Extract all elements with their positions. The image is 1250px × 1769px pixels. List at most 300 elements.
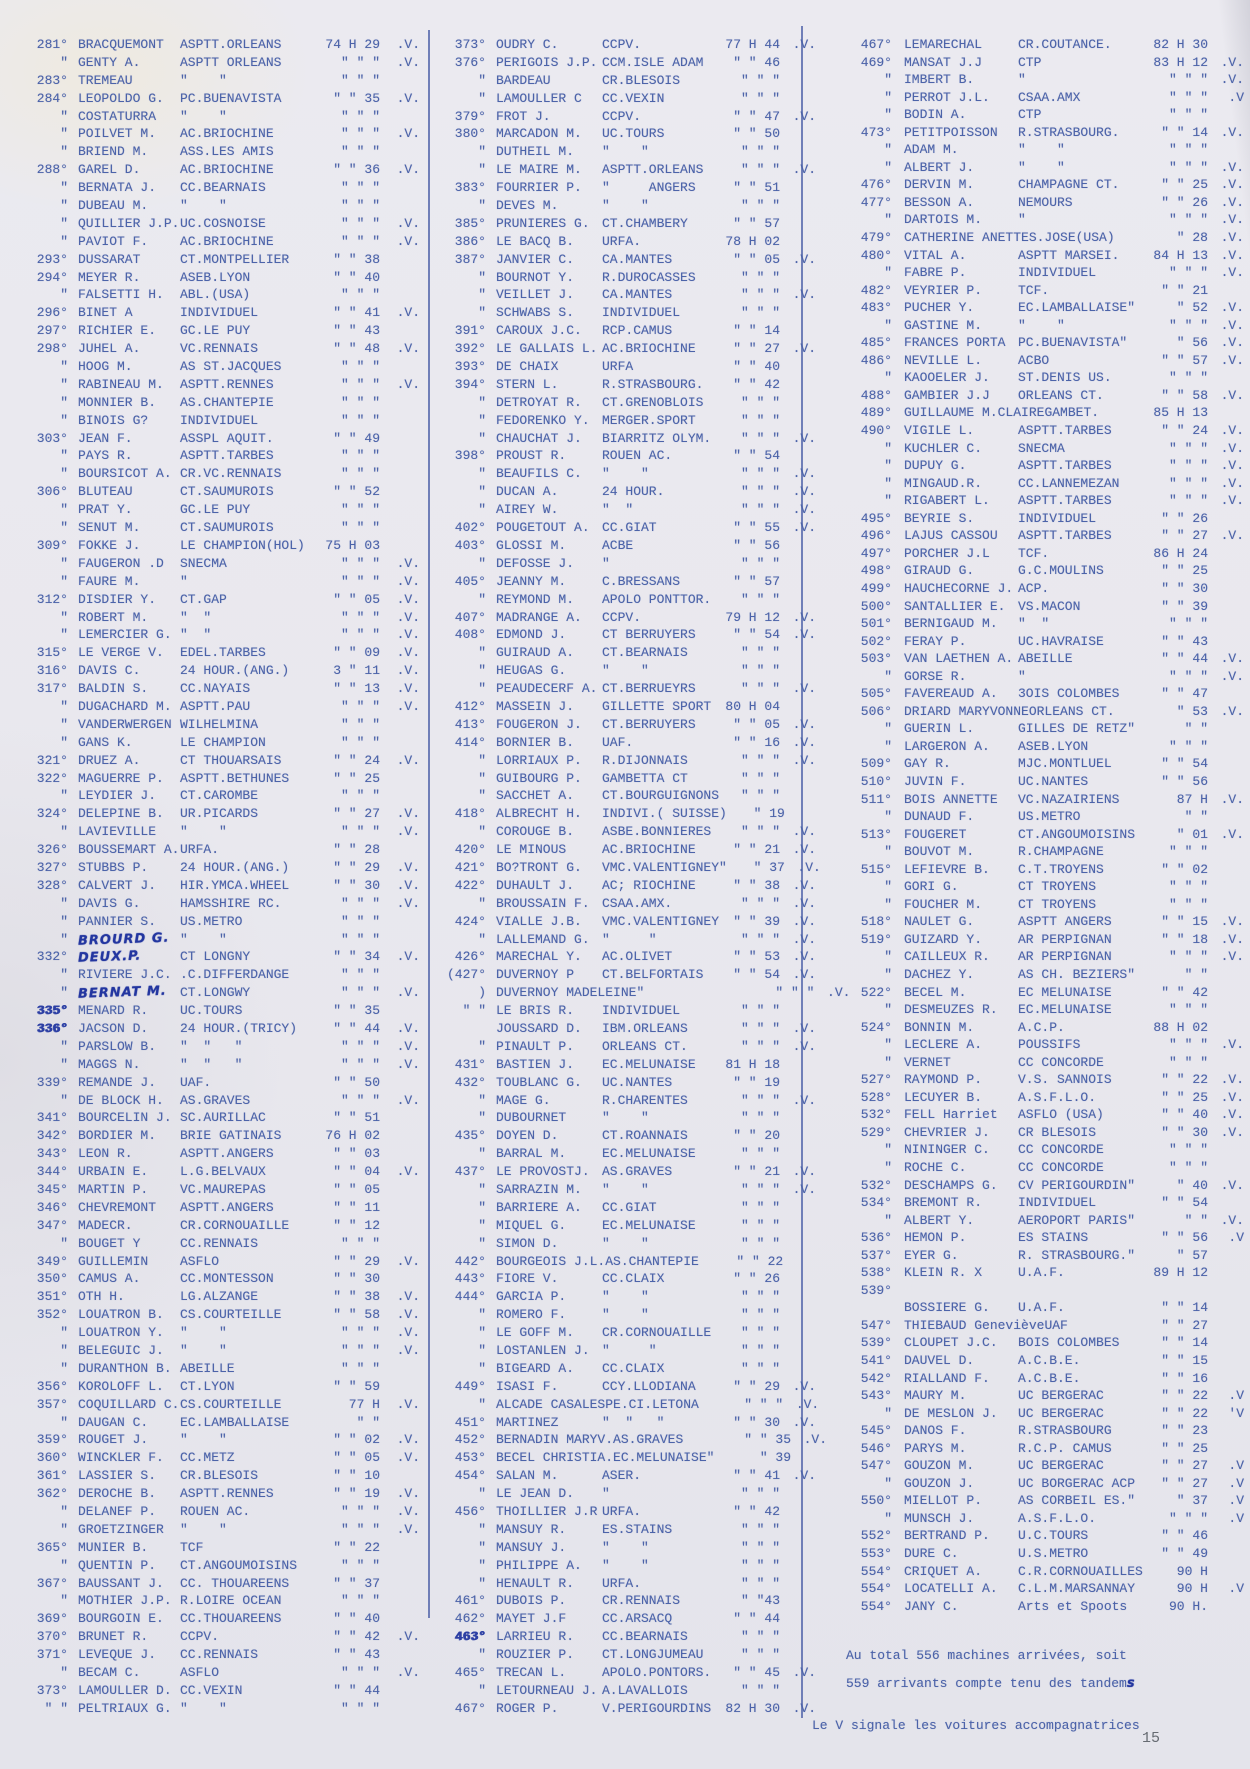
v-marker: .V. — [396, 1521, 420, 1537]
v-marker: .V. — [1220, 387, 1244, 403]
rider-time: " " 50 — [733, 126, 780, 142]
rider-pos: 476° — [860, 177, 892, 193]
rider-time: " " " — [740, 144, 780, 160]
rider-time: " " 16 — [1161, 1370, 1208, 1386]
rider-time: " " " — [1168, 265, 1208, 281]
rider-name: ALBERT Y. — [904, 1212, 975, 1228]
v-marker: .V. — [396, 698, 420, 714]
rider-club: VC.MAUREPAS — [180, 1182, 266, 1197]
rider-name: JACSON D. — [78, 1020, 149, 1036]
rider-name: GORI G. — [904, 879, 959, 895]
v-marker: .V. — [792, 520, 816, 536]
rider-club: CT.CAROMBE — [180, 788, 259, 804]
rider-name: GOUZON J. — [904, 1475, 975, 1491]
rider-club: " " — [1018, 317, 1065, 333]
rider-pos: 336° — [36, 1020, 68, 1036]
rider-club: INDIVIDUEL — [180, 412, 259, 428]
v-marker: .V. — [792, 1468, 816, 1484]
result-row — [440, 412, 798, 430]
rider-time: " " " — [740, 895, 780, 911]
result-row — [16, 966, 420, 984]
v-marker: .V. — [792, 734, 816, 750]
rider-time: " " " — [740, 1360, 780, 1376]
rider-name: REMANDE J. — [78, 1074, 157, 1090]
rider-time: " " " — [1168, 370, 1208, 386]
result-row — [440, 1020, 816, 1038]
rider-pos: " — [60, 466, 68, 482]
result-row — [846, 404, 1244, 422]
v-marker: .V. — [396, 376, 420, 392]
rider-name: LE MINOUS — [496, 842, 567, 858]
rider-club: UC BERGERAC — [1018, 1405, 1104, 1421]
rider-time: 83 H 12 — [1153, 54, 1208, 70]
v-marker: .V. — [1220, 703, 1244, 719]
result-row — [846, 282, 1244, 300]
v-marker: .V. — [396, 1396, 420, 1412]
result-row — [440, 72, 798, 90]
rider-pos: 431° — [454, 1056, 486, 1072]
v-marker: .V. — [792, 502, 816, 518]
rider-time: " " 16 — [733, 734, 780, 750]
result-row — [16, 1074, 420, 1092]
result-row — [846, 36, 1244, 54]
rider-pos: 553° — [860, 1546, 892, 1562]
rider-pos: 379° — [454, 108, 486, 124]
rider-pos: 503° — [860, 651, 892, 667]
rider-club: CSAA.AMX. — [602, 895, 673, 911]
rider-pos: 350° — [36, 1271, 68, 1287]
rider-time: " " 25 — [1161, 1440, 1208, 1456]
rider-club: ASPTT.TARBES — [1018, 423, 1112, 439]
rider-club: CT.CHAMBERY — [602, 215, 688, 231]
rider-time: " " 24 — [1161, 423, 1208, 439]
rider-pos: " — [60, 573, 68, 589]
rider-time: 89 H 12 — [1153, 1265, 1208, 1281]
rider-time: " " 51 — [733, 180, 780, 196]
rider-time: " " 22 — [1161, 1405, 1208, 1421]
rider-time: 75 H 03 — [325, 537, 380, 553]
rider-time: " " " — [340, 1343, 380, 1359]
rider-name: DUBEAU M. — [78, 198, 149, 214]
rider-pos: 452° — [454, 1432, 486, 1448]
result-row — [16, 1181, 420, 1199]
v-marker: .V. — [792, 162, 816, 178]
result-row — [440, 447, 798, 465]
rider-time: " " 29 — [333, 859, 380, 875]
rider-pos: 373° — [454, 37, 486, 52]
rider-name: QUILLIER J.P. — [78, 215, 180, 231]
rider-pos: " — [478, 394, 486, 410]
rider-time: " " " — [1168, 668, 1208, 684]
rider-club: " " — [602, 198, 649, 214]
rider-time: " " " — [740, 1003, 780, 1019]
result-row — [16, 1575, 420, 1593]
rider-name: PINAULT P. — [496, 1038, 575, 1054]
rider-pos: " — [884, 721, 892, 737]
rider-club: " " — [180, 1700, 227, 1716]
column-divider-1 — [428, 30, 430, 1618]
rider-club: ACBO — [1018, 352, 1050, 368]
v-marker: .V. — [797, 859, 821, 875]
v-marker: .V. — [1220, 72, 1244, 88]
rider-club: CT.BELFORTAIS — [602, 967, 704, 983]
rider-time: " " " — [340, 1038, 380, 1054]
rider-pos: 499° — [860, 580, 892, 596]
rider-time: " " " — [740, 1110, 780, 1126]
rider-time: " " 05 — [733, 716, 780, 732]
rider-club: INDIVIDUEL — [180, 305, 259, 321]
rider-pos: " — [60, 198, 68, 214]
rider-time: " " " — [340, 287, 380, 303]
result-row — [440, 966, 816, 984]
rider-pos: " — [478, 1539, 486, 1555]
rider-time: " " " — [1168, 879, 1208, 895]
rider-pos: 554° — [860, 1581, 892, 1597]
v-marker: .V. — [396, 824, 420, 840]
v-marker: 'V — [1228, 1405, 1244, 1421]
rider-name: BONNIN M. — [904, 1019, 975, 1035]
rider-pos: 509° — [860, 756, 892, 772]
v-marker: .V. — [396, 895, 420, 911]
rider-club: URFA. — [602, 1504, 642, 1520]
rider-pos: 502° — [860, 633, 892, 649]
v-marker: .V. — [1220, 931, 1244, 947]
result-row — [440, 394, 798, 412]
rider-pos: 281° — [36, 37, 68, 52]
rider-pos: " — [884, 159, 892, 175]
rider-club: CR.VC.RENNAIS — [180, 466, 282, 482]
rider-pos: " — [60, 126, 68, 142]
rider-club: PC.BUENAVISTA — [180, 90, 282, 106]
rider-time: " " " — [1168, 1002, 1208, 1018]
result-row — [440, 358, 798, 376]
rider-time: " " 43 — [1161, 633, 1208, 649]
v-marker: .V. — [396, 305, 420, 321]
rider-pos: 426° — [454, 949, 486, 965]
v-marker: .V. — [1220, 440, 1244, 456]
rider-name: CATHERINE ANETTE — [904, 230, 1029, 246]
rider-time: " " " — [740, 555, 780, 571]
rider-pos: " — [478, 72, 486, 88]
rider-pos: " — [478, 1360, 486, 1376]
rider-time: " " " — [740, 824, 780, 840]
rider-time: " " 57 — [733, 573, 780, 589]
rider-time: " " 24 — [333, 752, 380, 768]
rider-club: ASEB.LYON — [180, 269, 251, 285]
rider-pos: 394° — [454, 376, 486, 392]
rider-club: CTP — [1018, 54, 1042, 70]
rider-pos: " — [884, 142, 892, 158]
rider-club: CR BLESOIS — [1018, 1124, 1097, 1140]
rider-pos: " — [60, 144, 68, 160]
rider-time: " " " — [740, 1146, 780, 1162]
result-row — [846, 1352, 1244, 1370]
rider-name: DARTOIS M. — [904, 212, 983, 228]
rider-pos: " — [478, 502, 486, 518]
rider-name: VANDERWERGEN — [78, 716, 172, 732]
rider-name: VIGILE L. — [904, 423, 975, 439]
rider-club: " " — [602, 1343, 657, 1359]
rider-club: " " — [180, 1521, 227, 1537]
result-row — [440, 1628, 798, 1646]
v-marker: .V. — [792, 681, 816, 697]
rider-club: " " — [602, 466, 649, 482]
rider-name: PUCHER Y. — [904, 300, 975, 316]
rider-pos: 357° — [36, 1396, 68, 1412]
rider-club: ASPTT ANGERS — [1018, 914, 1112, 930]
rider-time: 90 H. — [1168, 1598, 1208, 1614]
rider-club: SC.AURILLAC — [180, 1110, 266, 1126]
rider-name: BOSSIERE G. — [904, 1300, 990, 1316]
rider-name: FOUGERON J. — [496, 716, 582, 732]
rider-pos: 538° — [860, 1265, 892, 1281]
rider-club: ABEILLE — [180, 1360, 235, 1376]
rider-club: ASPTT MARSEI. — [1018, 247, 1120, 263]
result-row — [16, 680, 420, 698]
rider-name: PARYS M. — [904, 1440, 967, 1456]
rider-club: C.T.TROYENS — [1018, 861, 1104, 877]
rider-club: CCPV. — [180, 1629, 220, 1645]
rider-name: LE VERGE V. — [78, 645, 164, 661]
rider-name: CHEVREMONT — [78, 1199, 157, 1215]
rider-name: BEAUFILS C. — [496, 466, 582, 482]
result-row — [440, 841, 816, 859]
rider-pos: " — [60, 913, 68, 929]
result-row — [16, 805, 420, 823]
rider-time: " " " — [740, 1038, 780, 1054]
result-row — [846, 387, 1244, 405]
rider-club: CC.VEXIN — [602, 90, 665, 106]
rider-name: BOIS ANNETTE — [904, 791, 998, 807]
rider-time: " " " — [340, 913, 380, 929]
result-row — [846, 896, 1244, 914]
result-row — [440, 1038, 816, 1056]
rider-club: CCPV. — [602, 37, 642, 52]
rider-club: URFA. — [180, 842, 220, 858]
v-marker: .V. — [792, 287, 816, 303]
rider-club: " " — [180, 1325, 227, 1341]
rider-name: STUBBS P. — [78, 859, 149, 875]
v-marker: .V. — [792, 824, 816, 840]
result-row — [846, 1475, 1244, 1493]
rider-name: DRIARD MARYVONNE — [904, 703, 1029, 719]
rider-name: PRUNIERES G. — [496, 215, 590, 231]
rider-name: FOUGERET — [904, 826, 967, 842]
result-row — [440, 1557, 798, 1575]
rider-time: " " 53 — [733, 949, 780, 965]
rider-name: PERIGOIS J.P. — [496, 54, 598, 70]
rider-club: UR.PICARDS — [180, 806, 259, 822]
rider-club: A.S.F.L.O. — [1018, 1089, 1097, 1105]
result-row — [16, 1592, 420, 1610]
rider-club: UC.TOURS — [602, 126, 665, 142]
rider-club: " " — [602, 1539, 649, 1555]
rider-club: UC BERGERAC — [1018, 1388, 1104, 1404]
rider-time: " " " — [340, 1700, 380, 1716]
result-row — [440, 340, 816, 358]
rider-time: 87 H — [1176, 791, 1208, 807]
rider-club: ASPTT.ORLEANS — [180, 37, 282, 52]
v-marker: .V. — [1220, 791, 1244, 807]
rider-name: PAYS R. — [78, 448, 133, 464]
rider-club: " " — [180, 609, 212, 625]
result-row — [846, 211, 1244, 229]
rider-time: " " " — [340, 233, 380, 249]
result-row — [846, 176, 1244, 194]
rider-time: 78 H 02 — [725, 233, 780, 249]
result-row — [16, 1342, 420, 1360]
rider-time: " " " — [1168, 949, 1208, 965]
v-marker: .V. — [1220, 230, 1244, 246]
rider-pos: " — [60, 1414, 68, 1430]
result-row — [846, 527, 1244, 545]
result-row — [440, 161, 816, 179]
result-row — [846, 1177, 1244, 1195]
rider-pos: 543° — [860, 1388, 892, 1404]
rider-club: CT.LYON — [180, 1378, 235, 1394]
result-row — [440, 1449, 798, 1467]
v-marker: .V. — [1220, 54, 1244, 70]
rider-time: " " " — [1168, 89, 1208, 105]
result-row — [846, 1422, 1244, 1440]
rider-time: 90 H — [1176, 1581, 1208, 1597]
result-row — [16, 1682, 420, 1700]
rider-club: AC.BRIOCHINE — [602, 842, 696, 858]
v-marker: .V. — [396, 645, 420, 661]
rider-pos: 488° — [860, 387, 892, 403]
rider-pos: " — [60, 520, 68, 536]
rider-time: " " " — [740, 162, 780, 178]
v-marker: .V. — [396, 627, 420, 643]
result-row — [16, 734, 420, 752]
result-row — [846, 1299, 1244, 1317]
rider-club: A.C.B.E. — [1018, 1370, 1081, 1386]
result-row — [846, 703, 1244, 721]
rider-club: CC. THOUAREENS — [180, 1575, 290, 1591]
rider-pos: " — [478, 198, 486, 214]
result-row — [846, 1580, 1244, 1598]
result-row — [16, 1414, 420, 1432]
rider-pos: " — [884, 738, 892, 754]
rider-time: " " 42 — [333, 1629, 380, 1645]
rider-club: INDIVIDUEL — [1018, 1195, 1097, 1211]
rider-club: US.METRO — [180, 913, 243, 929]
rider-pos: " — [60, 1092, 68, 1108]
rider-club: 24 HOUR. — [602, 484, 665, 500]
rider-pos: " — [884, 212, 892, 228]
rider-pos: " — [884, 1037, 892, 1053]
result-row — [440, 1521, 798, 1539]
result-row — [440, 1539, 798, 1557]
rider-club: " ANGERS — [602, 180, 696, 196]
result-row — [440, 1664, 816, 1682]
rider-name: BOURGOIN E. — [78, 1611, 164, 1627]
rider-time: 80 H 04 — [725, 698, 780, 714]
rider-club: GAMBETTA CT — [602, 770, 688, 786]
result-row — [846, 668, 1244, 686]
result-row — [440, 1145, 798, 1163]
rider-club: TCF. — [1018, 282, 1050, 298]
rider-club: CC CONCORDE — [1018, 1054, 1104, 1070]
rider-name: BELEGUIC J. — [78, 1343, 164, 1359]
rider-pos: 463° — [454, 1629, 486, 1645]
rider-time: " " 27 — [733, 341, 780, 357]
result-row — [440, 1646, 798, 1664]
rider-club: RCP.CAMUS — [602, 323, 673, 339]
rider-club: ASPTT.ORLEANS — [602, 162, 704, 178]
result-row — [846, 1071, 1244, 1089]
rider-name: BEYRIE S. — [904, 510, 975, 526]
rider-name: PAVIOT F. — [78, 233, 149, 249]
result-row — [846, 1212, 1244, 1230]
result-row — [16, 1038, 420, 1056]
rider-club: CA.MANTES — [602, 251, 673, 267]
rider-time: " " " — [340, 788, 380, 804]
rider-club: CC.NAYAIS — [180, 681, 251, 697]
rider-name: DAUGAN C. — [78, 1414, 149, 1430]
result-row — [846, 1492, 1244, 1510]
rider-pos: " — [60, 180, 68, 196]
rider-pos: 500° — [860, 598, 892, 614]
rider-club: ASPTT.TARBES — [1018, 458, 1112, 474]
rider-club: EC MELUNAISE — [1018, 984, 1112, 1000]
v-marker: .V — [1228, 1230, 1244, 1246]
rider-club: ASFLO — [180, 1665, 220, 1681]
rider-club: INDIVIDUEL — [1018, 265, 1097, 281]
rider-pos: 347° — [36, 1217, 68, 1233]
rider-pos: 469° — [860, 54, 892, 70]
result-row — [846, 826, 1244, 844]
rider-pos: 529° — [860, 1124, 892, 1140]
v-marker: .V. — [1220, 335, 1244, 351]
result-row — [16, 1145, 420, 1163]
rider-pos: 501° — [860, 616, 892, 632]
v-marker: .V. — [1220, 1089, 1244, 1105]
result-row — [16, 519, 420, 537]
rider-time: " " " — [740, 663, 780, 679]
rider-pos: 422° — [454, 877, 486, 893]
rider-pos: " — [884, 317, 892, 333]
v-marker: .V. — [1220, 300, 1244, 316]
rider-club: LE CHAMPION(HOL) — [180, 537, 305, 553]
rider-name: FOUCHER M. — [904, 896, 983, 912]
rider-name: EDMOND J. — [496, 627, 567, 643]
rider-name: LEYDIER J. — [78, 788, 157, 804]
rider-name: DELANEF P. — [78, 1504, 157, 1520]
rider-pos: " — [478, 931, 486, 947]
result-row — [846, 562, 1244, 580]
rider-time: " " 15 — [1161, 914, 1208, 930]
rider-pos: " — [60, 1521, 68, 1537]
rider-club: CS.COURTEILLE — [180, 1396, 282, 1412]
rider-club: GILLETTE SPORT — [602, 698, 712, 714]
rider-pos: " — [884, 475, 892, 491]
v-marker: .V. — [827, 985, 851, 1001]
rider-pos: 367° — [36, 1575, 68, 1591]
rider-time: " " " — [340, 555, 380, 571]
rider-pos: " — [60, 54, 68, 70]
rider-name: COSTATURRA — [78, 108, 157, 124]
rider-pos: " — [884, 72, 892, 88]
rider-name: LECUYER B. — [904, 1089, 983, 1105]
result-row — [440, 233, 798, 251]
result-row — [846, 1457, 1244, 1475]
rider-club: ABL.(USA) — [180, 287, 251, 303]
rider-time: " " 52 — [333, 484, 380, 500]
result-row — [16, 1092, 420, 1110]
result-row — [846, 1510, 1244, 1528]
rider-name: BODIN A. — [904, 107, 967, 123]
